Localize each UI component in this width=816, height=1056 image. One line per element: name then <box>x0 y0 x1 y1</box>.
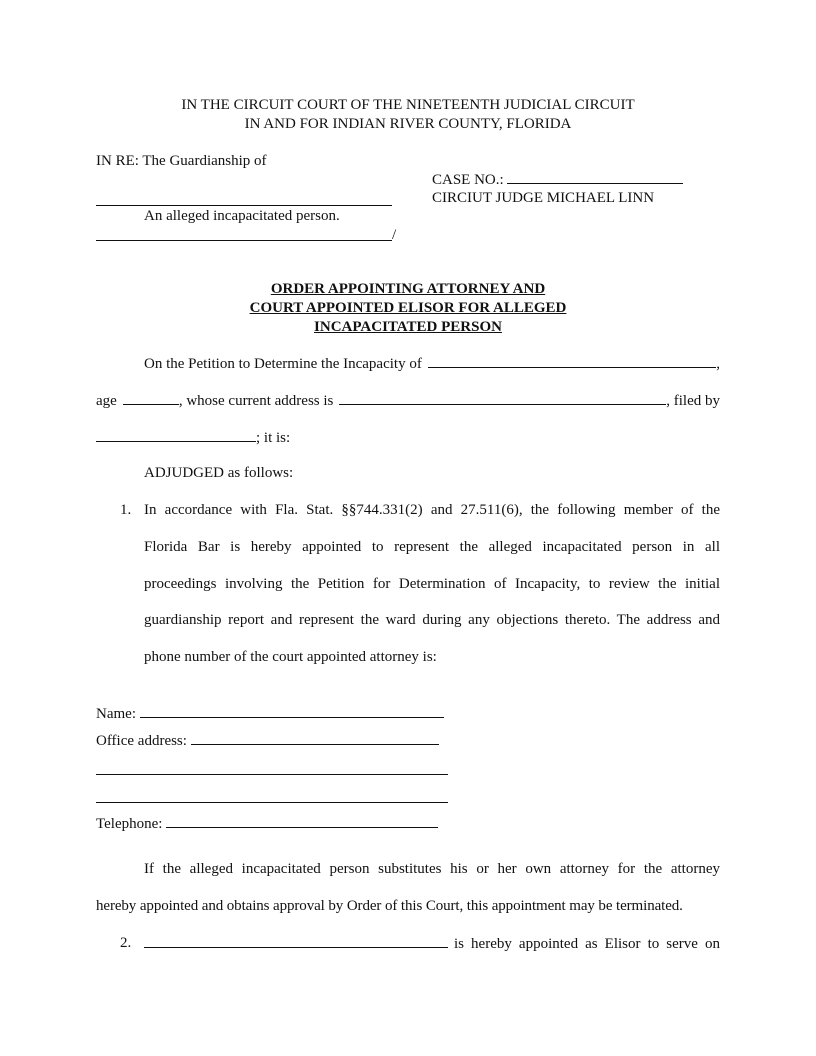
case-number-field[interactable] <box>432 170 683 189</box>
item1-line4: guardianship report and represent the ward during any objections thereto. The address and <box>144 612 720 628</box>
caption-slash: / <box>392 227 397 243</box>
petition-line1 <box>144 354 720 373</box>
case-number-blank[interactable] <box>507 170 683 184</box>
office-address-blank-3[interactable] <box>96 802 448 803</box>
caption-divider-line <box>96 240 392 241</box>
filed-by-blank[interactable] <box>96 428 256 442</box>
office-address-field[interactable] <box>96 731 439 750</box>
item2-text: is hereby appointed as Elisor to serve on <box>454 936 720 952</box>
order-title-line3: INCAPACITATED PERSON <box>314 319 502 335</box>
attorney-name-blank[interactable] <box>140 704 444 718</box>
item1-line5: phone number of the court appointed attorney is: <box>144 649 437 665</box>
telephone-label: Telephone: <box>96 816 163 832</box>
court-name-line2: IN AND FOR INDIAN RIVER COUNTY, FLORIDA <box>244 116 572 132</box>
case-number-label: CASE NO.: <box>432 172 504 188</box>
alleged-incapacitated-label: An alleged incapacitated person. <box>144 208 340 224</box>
order-title-line1: ORDER APPOINTING ATTORNEY AND <box>270 281 546 297</box>
item1-line3: proceedings involving the Petition for Determination of Incapacity, to review the initial <box>144 576 720 592</box>
petition-intro: On the Petition to Determine the Incapacity of <box>144 356 422 372</box>
item1-line1: In accordance with Fla. Stat. §§744.331(2) and 27.511(6), the following member of the <box>144 502 720 518</box>
attorney-name-field[interactable] <box>96 704 444 723</box>
guardianship-name-blank[interactable] <box>96 205 392 206</box>
current-address-blank[interactable] <box>339 391 666 405</box>
order-title-line2: COURT APPOINTED ELISOR FOR ALLEGED <box>249 300 567 316</box>
item1-line2: Florida Bar is hereby appointed to represent the alleged incapacitated person in all <box>144 539 720 555</box>
in-re-label: IN RE: The Guardianship of <box>96 153 267 169</box>
item2-number: 2. <box>120 935 132 951</box>
attorney-name-label: Name: <box>96 706 136 722</box>
age-label: age <box>96 393 117 409</box>
petition-line2 <box>96 391 720 410</box>
age-blank[interactable] <box>123 391 179 405</box>
office-address-label: Office address: <box>96 733 187 749</box>
item2-line <box>144 934 720 953</box>
item1-number: 1. <box>120 502 132 518</box>
petition-line3 <box>96 428 290 447</box>
comma: , <box>716 356 720 372</box>
filed-by-label: , filed by <box>666 393 720 409</box>
substitution-line1: If the alleged incapacitated person substitutes his or her own attorney for the attorney <box>144 861 720 877</box>
telephone-field[interactable] <box>96 814 438 833</box>
substitution-line2: hereby appointed and obtains approval by Order of this Court, this appointment may be terminated. <box>96 898 683 914</box>
adjudged-heading: ADJUDGED as follows: <box>144 465 294 481</box>
incapacitated-person-name-blank[interactable] <box>428 354 716 368</box>
it-is-label: ; it is: <box>256 430 291 446</box>
judge-name: CIRCIUT JUDGE MICHAEL LINN <box>432 190 655 206</box>
court-name-line1: IN THE CIRCUIT COURT OF THE NINETEENTH JUDICIAL CIRCUIT <box>181 97 635 113</box>
office-address-blank[interactable] <box>191 731 439 745</box>
elisor-name-blank[interactable] <box>144 934 448 948</box>
address-label: , whose current address is <box>178 393 334 409</box>
office-address-blank-2[interactable] <box>96 774 448 775</box>
telephone-blank[interactable] <box>166 814 438 828</box>
